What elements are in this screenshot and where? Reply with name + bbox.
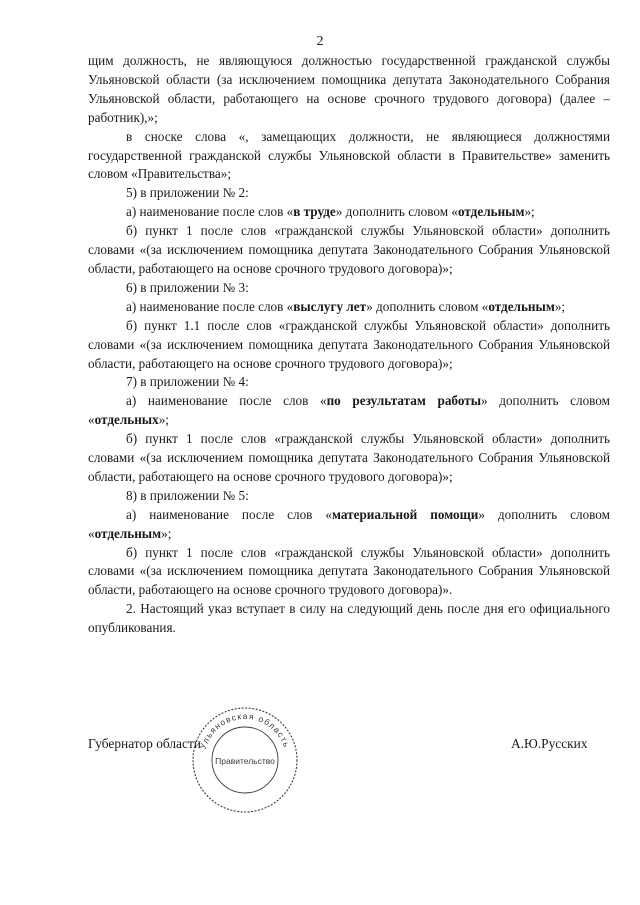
signatory-position: Губернатор области [88, 736, 201, 751]
text-run: б) пункт 1 после слов «гражданской службы Ульяновской области» дополнить словами «(за исключением помощника депутата Законодательного Собрания Ульяновской области, работающего на основе срочного трудового договора)»; [88, 223, 610, 276]
bold-term: материальной помощи [331, 506, 479, 522]
text-run: в сноске слова «, замещающих должности, не являющиеся должностями государственной гражданской службы Ульяновской области в Правительстве» заменить словом «Правительства»; [88, 128, 610, 182]
paragraph [88, 506, 610, 544]
text-run: а) наименование после слов « [126, 393, 327, 409]
bold-term: по результатам работы [326, 393, 482, 409]
paragraph [88, 298, 610, 317]
bold-term: отдельным [94, 525, 162, 541]
text-run: б) пункт 1 после слов «гражданской службы Ульяновской области» дополнить словами «(за исключением помощника депутата Законодательного Собрания Ульяновской области, работающего на основе срочного трудового договора)»; [88, 431, 610, 484]
bold-term: в труде [293, 204, 336, 220]
text-run: »; [524, 204, 535, 220]
paragraph [88, 600, 610, 638]
text-run: » дополнить словом « [335, 204, 458, 220]
paragraph [88, 487, 610, 506]
text-run: »; [158, 412, 169, 428]
text-run: 7) в приложении № 4: [126, 374, 249, 390]
paragraph [88, 128, 610, 185]
text-run: а) наименование после слов « [126, 298, 294, 314]
paragraph [88, 373, 610, 392]
paragraph [88, 317, 610, 374]
text-run: а) наименование после слов « [126, 506, 332, 522]
text-run: 6) в приложении № 3: [126, 279, 249, 295]
text-run: » дополнить словом « [366, 298, 489, 314]
paragraph [88, 52, 610, 128]
svg-text:Ульяновская область [198, 711, 292, 750]
text-run: б) пункт 1 после слов «гражданской службы Ульяновской области» дополнить словами «(за исключением помощника депутата Законодательного Собрания Ульяновской области, работающего на основе срочного трудового договора)». [88, 544, 610, 598]
paragraph [88, 184, 610, 203]
document-body [88, 52, 610, 638]
paragraph [88, 544, 610, 601]
paragraph [88, 222, 610, 279]
paragraph [88, 203, 610, 222]
text-run: » дополнить словом « [88, 393, 610, 428]
text-run: » дополнить словом « [88, 506, 610, 541]
text-run: 2. Настоящий указ вступает в силу на следующий день после дня его официального опубликования. [88, 601, 610, 636]
bold-term: отдельным [488, 298, 555, 314]
paragraph [88, 279, 610, 298]
bold-term: отдельным [457, 204, 525, 220]
bold-term: отдельных [94, 412, 159, 428]
paragraph [88, 392, 610, 430]
page-number: 2 [316, 34, 324, 49]
paragraph [88, 430, 610, 487]
seal-center-text: Правительство [215, 756, 275, 766]
text-run: а) наименование после слов « [126, 204, 294, 220]
official-seal-icon [190, 705, 300, 815]
seal-ring-text: Ульяновская область [197, 710, 293, 751]
text-run: »; [161, 525, 172, 541]
bold-term: выслугу лет [293, 298, 367, 314]
text-run: 8) в приложении № 5: [126, 487, 249, 503]
text-run: щим должность, не являющуюся должностью государственной гражданской службы Ульяновской области (за исключением помощника депутата Законодательного Собрания Ульяновской области, работающего на основе срочного трудового договора) (далее – работник),»; [88, 53, 610, 125]
text-run: 5) в приложении № 2: [126, 185, 249, 201]
text-run: б) пункт 1.1 после слов «гражданской службы Ульяновской области» дополнить словами «(за исключением помощника депутата Законодательного Собрания Ульяновской области, работающего на основе срочного трудового договора)»; [88, 317, 610, 371]
text-run: »; [554, 298, 566, 314]
signatory-name: А.Ю.Русских [511, 736, 588, 751]
